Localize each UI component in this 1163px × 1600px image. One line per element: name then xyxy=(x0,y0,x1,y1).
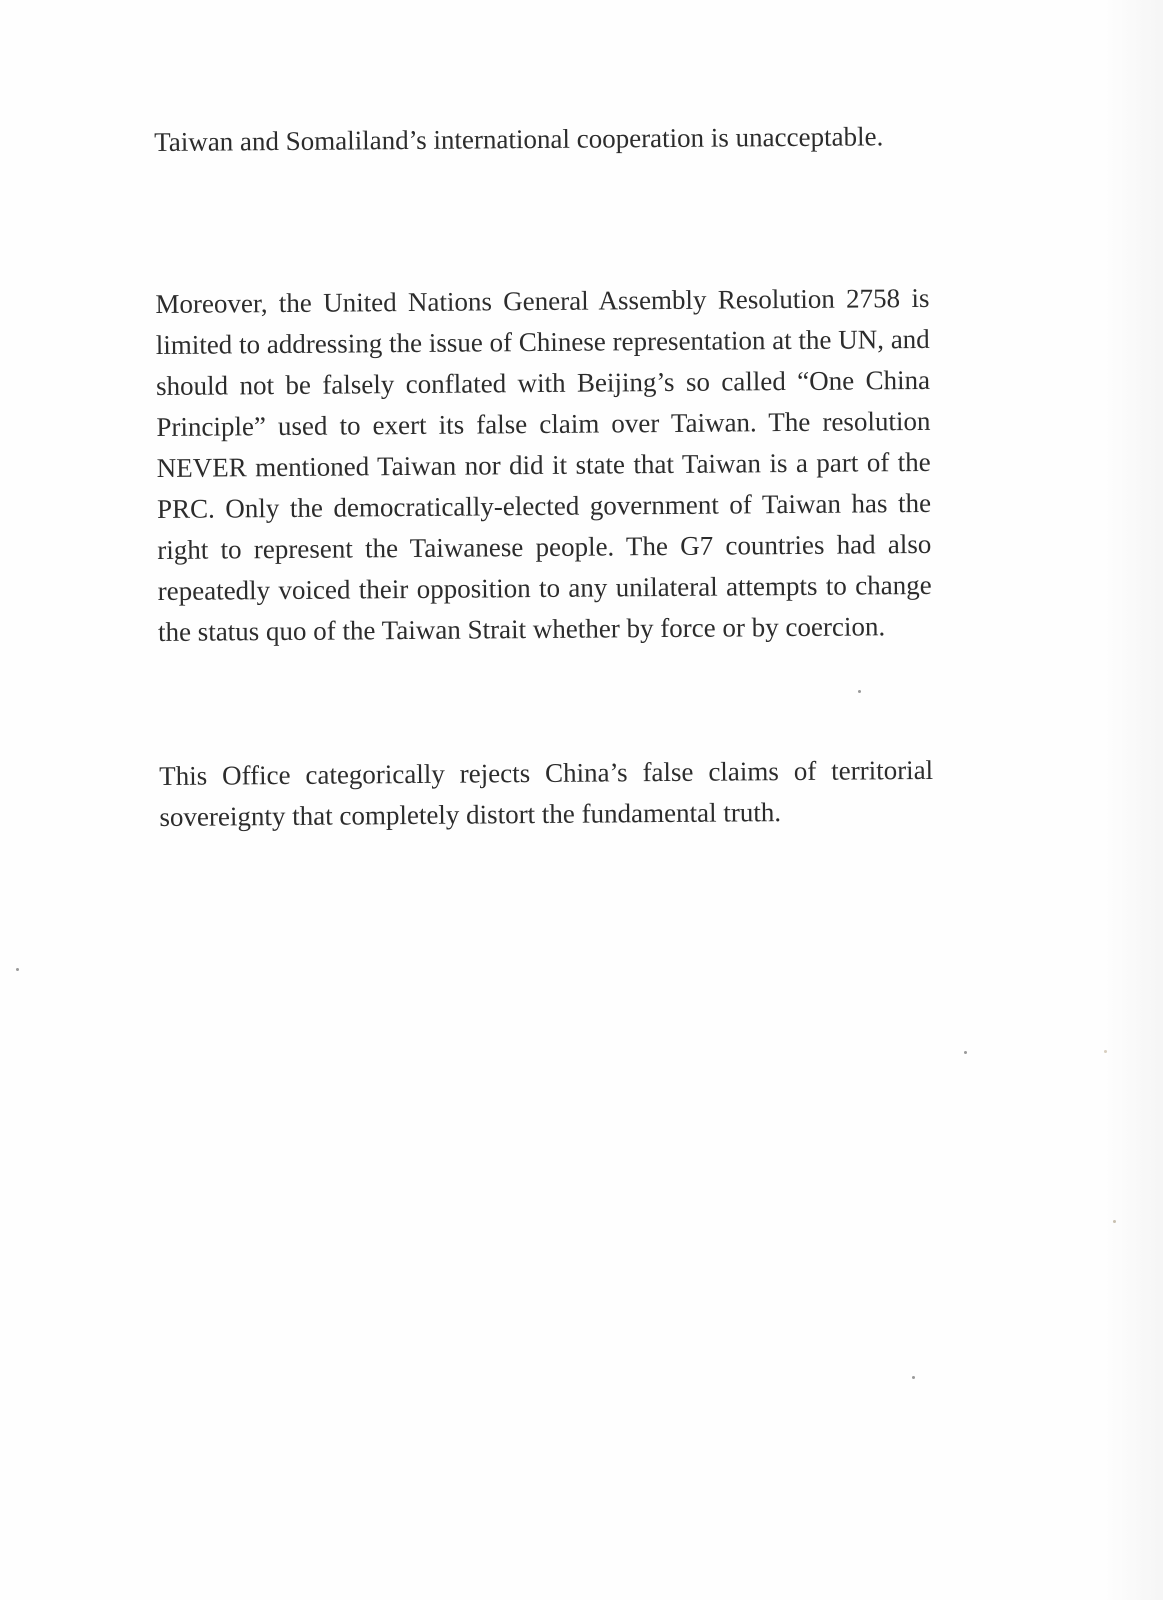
paragraph-3: This Office categorically rejects China’s false claims of territorial sovereignty that completely distort the fundamental truth. xyxy=(159,754,934,832)
scan-speck xyxy=(1113,1220,1116,1223)
scan-speck xyxy=(964,1051,967,1054)
paragraph-1: Taiwan and Somaliland’s international cooperation is unacceptable. xyxy=(154,121,884,157)
scan-speck xyxy=(16,968,19,971)
scan-speck xyxy=(1104,1050,1107,1053)
scan-speck xyxy=(912,1376,915,1379)
document-body xyxy=(154,116,934,832)
scan-edge-shadow xyxy=(1103,0,1163,1600)
scan-speck xyxy=(858,690,861,693)
paragraph-2: Moreover, the United Nations General Assembly Resolution 2758 is limited to addressing the issue of Chinese representation at the UN, and should not be falsely conflated with Beijing’s so called “One China Principle” used to exert its false claim over Taiwan. The resolution NEVER mentioned Taiwan nor did it state that Taiwan is a part of the PRC. Only the democratically-elected government of Taiwan has the right to represent the Taiwanese people. The G7 countries had also repeatedly voiced their opposition to any unilateral attempts to change the status quo of the Taiwan Strait whether by force or by coercion. xyxy=(155,282,932,647)
